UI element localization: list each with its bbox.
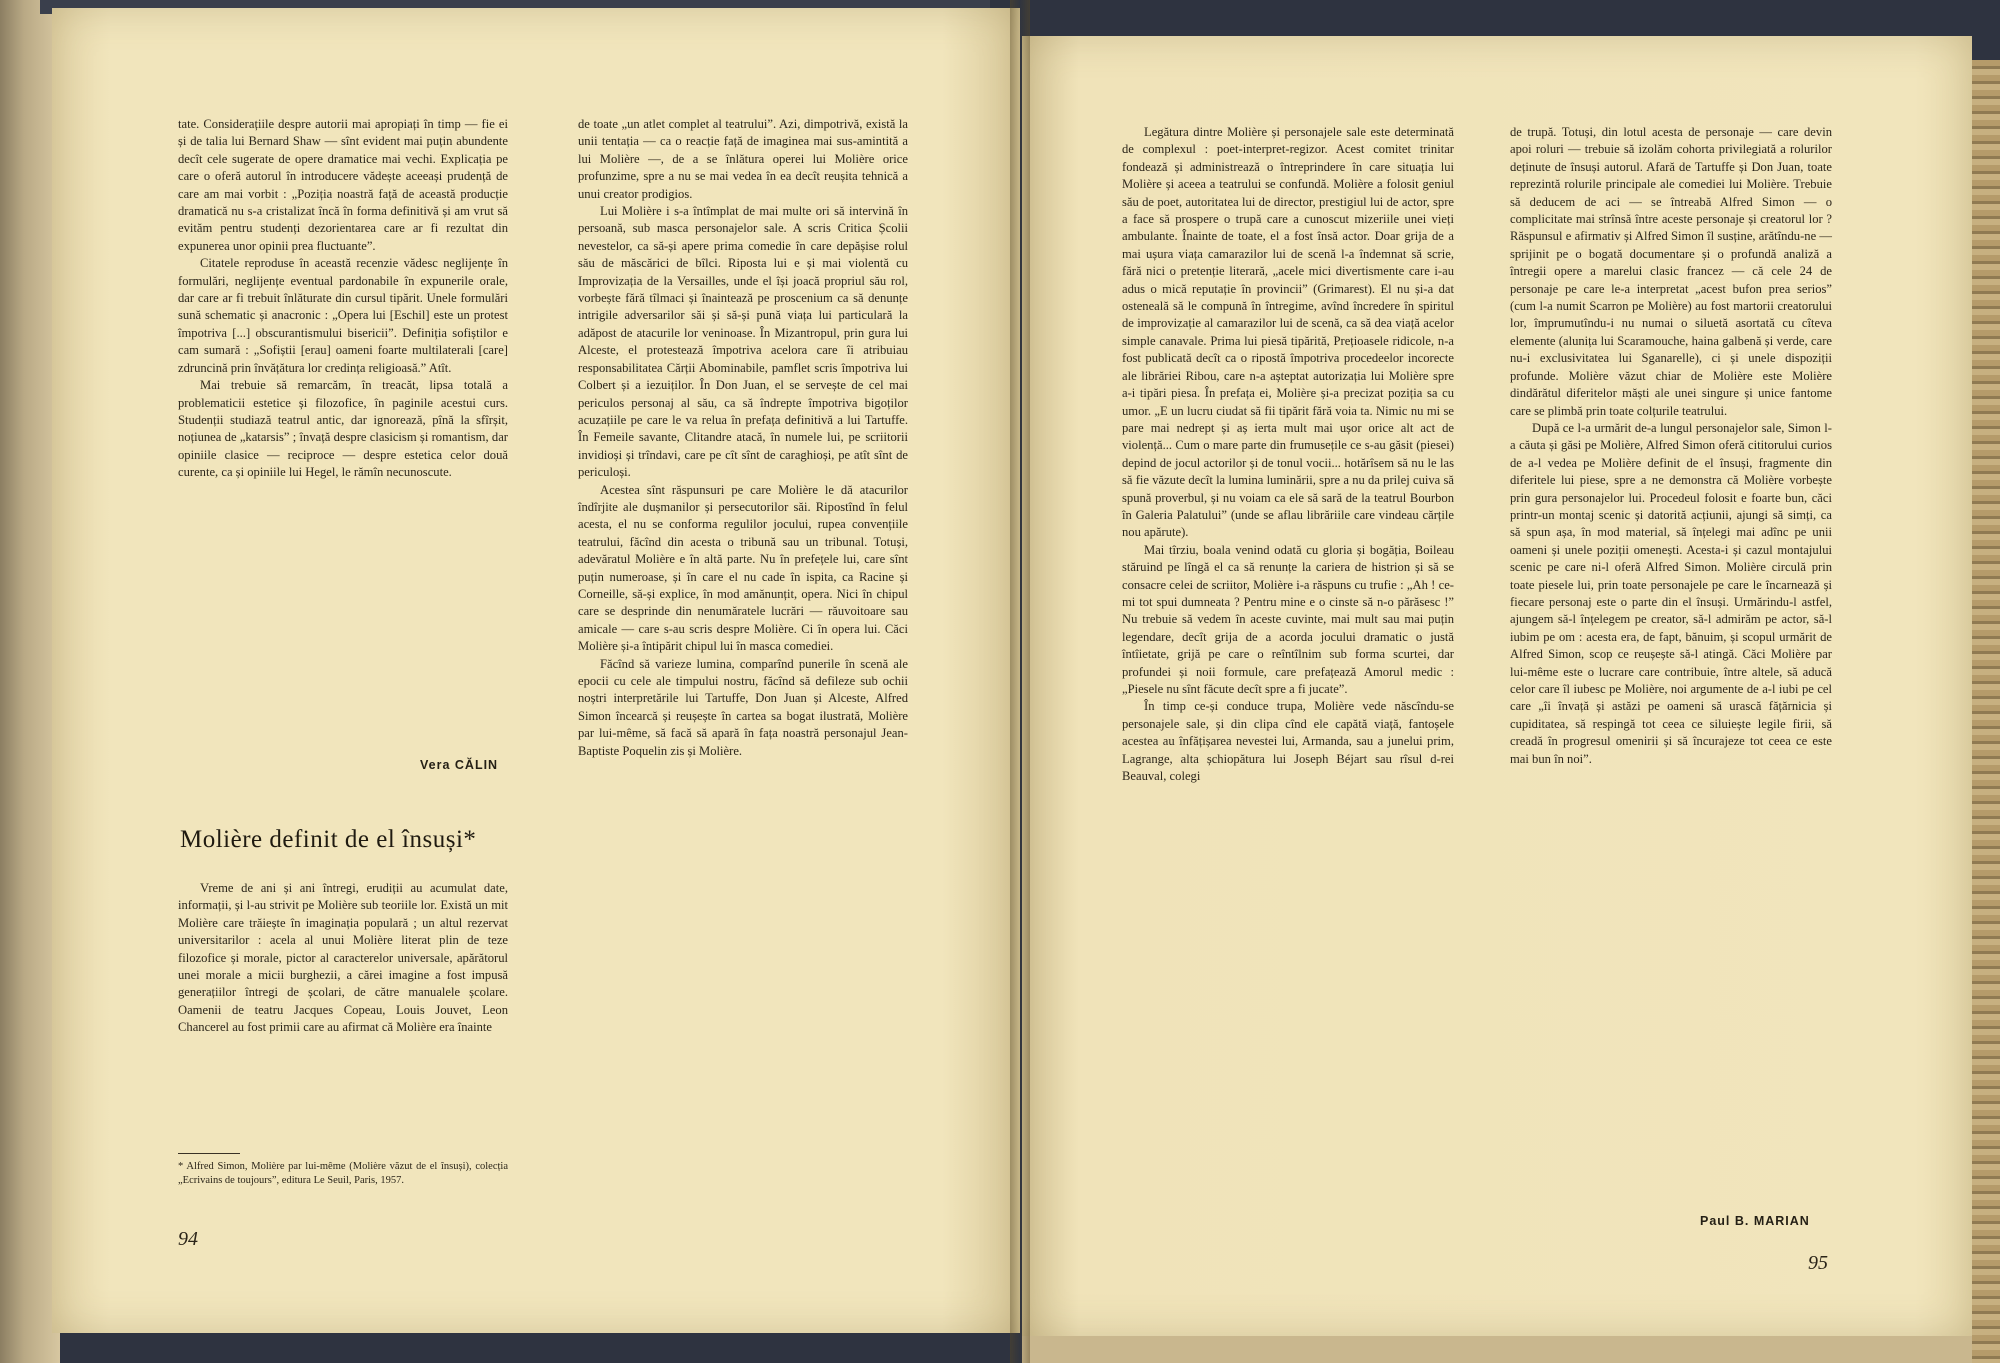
book-edge-left [0, 0, 60, 1363]
paragraph: Mai tîrziu, boala venind odată cu gloria și bogăția, Boileau stăruind pe lîngă el ca să renunțe la cariera de histrion și să se consacre celei de scriitor, Molière i-a răspuns cu trufie : „Ah ! ce-mi tot spui dumneata ? Pentru mine e o cinste să n-o părăsesc !” Nu trebuie să vedem în aceste cuvinte, mai mult sau mai puțin legendare, decît grija de a acorda jocului dramatic o justă întîietate, grijă pe care o reîntîlnim sub forma scurtei, dar profundei și noii formule, care prefațează Amorul medic : „Piesele nu sînt făcute decît spre a fi jucate”. [1122, 542, 1454, 696]
right-column-2-text [1510, 124, 1832, 768]
article-heading: Molière definit de el însuși* [180, 826, 477, 853]
book-gutter [1010, 0, 1030, 1363]
paragraph: tate. Considerațiile despre autorii mai apropiați în timp — fie ei și de talia lui Bernard Shaw — sînt evident mai puțin abundente decît cele sugerate de opere dramatice mai vechi. Explicația pe care o oferă autorul în introducere vădește aceeași prudență de care am mai vorbit : „Poziția noastră față de această producție dramatică nu s-a cristalizat încă în forma definitivă și am vrut să evităm pentru studenți dezorientarea care ar fi rezultat din expunerea unor opinii prea fluctuante”. [178, 117, 508, 253]
paragraph: Făcînd să varieze lumina, comparînd punerile în scenă ale epocii cu cele ale timpului nostru, făcînd să defileze sub ochii noștri interpretările lui Tartuffe, Don Juan și Alceste, Alfred Simon încearcă și reușește în cartea sa bogat ilustrată, Molière par lui-même, să facă să apară în fața noastră personajul Jean-Baptiste Poquelin zis și Molière. [578, 656, 908, 758]
paragraph: de trupă. Totuși, din lotul acesta de personaje — care devin apoi roluri — trebuie să izolăm cohorta privilegiată a rolurilor deținute de însuși autorul. Afară de Tartuffe și Don Juan, toate reprezintă rolurile principale ale comediei lui Molière. Trebuie să deducem de aci — se întreabă Alfred Simon — o complicitate mai strînsă între aceste personaje și creatorul lor ? Răspunsul e afirmativ și Alfred Simon îl susține, arătîndu-ne — sprijinit pe o bogată documentare și o profundă analiză a întregii opere a marelui clasic francez — că cele 24 de personaje pe care le-a interpretat „acest bufon prea serios” (cum l-a numit Scarron pe Molière) au fost martorii creatorului lor, împrumutîndu-i nu numai o siluetă asortată cu cîteva elemente (alunița lui Scaramouche, haina galbenă și verde, care nu-i exclusivitatea lui Sganarelle), ci și unele dispoziții profunde. Molière văzut chiar de Molière este Molière dindărătul diferitelor măști ale unei singure și unice fantome care se plimbă prin toate colțurile teatrului. [1510, 125, 1832, 418]
footnote-rule [178, 1153, 240, 1154]
paragraph: Mai trebuie să remarcăm, în treacăt, lipsa totală a problematicii estetice și filozofice, în paginile acestui curs. Studenții studiază teatrul antic, dar ignorează, pînă la sfîrșit, noțiunea de „katarsis” ; învață despre clasicism și romantism, dar opiniile clasice — reciproce — despre estetica celor două curente, ca și opiniile lui Hegel, le rămîn necunoscute. [178, 378, 508, 480]
left-column-1-article [178, 880, 508, 1037]
paragraph: Acestea sînt răspunsuri pe care Molière le dă atacurilor îndîrjite ale dușmanilor și persecutorilor săi. Ripostînd în felul acesta, el nu se conforma regulilor jocului, rupea convențiile teatrului, făcînd din acesta o tribună sau un tribunal. Totuși, adevăratul Molière e în altă parte. Nu în prefețele lui, care sînt puțin numeroase, și în care el nu cade în ispita, ca Racine și Corneille, să-și explice, în mod amănunțit, opera. Nici în chipul care se desprinde din nenumăratele lucrări — răuvoitoare sau amicale — care s-au scris despre Molière. Ci în opera lui. Căci Molière și-a întipărit chipul lui în masca comediei. [578, 482, 908, 654]
left-column-2-text [578, 116, 908, 760]
footnote: * Alfred Simon, Molière par lui-même (Molière văzut de el însuși), colecția „Ecrivains de toujours”, editura Le Seuil, Paris, 1957. [178, 1161, 508, 1186]
left-column-1-text [178, 116, 508, 482]
paragraph: În timp ce-și conduce trupa, Molière vede născîndu-se personajele sale, și din clipa cînd ele capătă viață, fantoșele acestea au înfățișarea nevestei lui, Armanda, sau a junelui prim, Lagrange, alta șchiopătura lui Joseph Béjart sau rîsul d-rei Beauval, colegi [1122, 699, 1454, 784]
paragraph: Legătura dintre Molière și personajele sale este determinată de complexul : poet-interpret-regizor. Acest comitet trinitar fondează și administrează o întreprindere în care situația lui Molière și aceea a teatrului se confundă. Molière a folosit geniul său de poet, autoritatea lui de director, prestigiul lui de actor, spre a face să prospere o trupă care a cunoscut mizeriile unei vieți ambulante. Înainte de toate, el a fost însă actor. Doar grija de a mai ușura viața camarazilor lui de scenă l-a îndemnat să scrie, fără nici o pretenție literară, „acele mici divertismente care i-au adus o mică reputație în provincii” (Grimarest). El nu și-a dat osteneală să le compună în întregime, avînd încredere în spiritul de improvizație al camarazilor lui de scenă, ca să dea viață acelor simple canavale. Prima lui piesă tipărită, Prețioasele ridicole, n-a fost publicată decît ca o ripostă împotriva procedeelor incorecte ale librăriei Ribou, care n-a așteptat autorizația lui Molière spre a-i tipări piesa. În prefața ei, Molière și-a precizat poziția sa cu umor. „E un lucru ciudat să fii tipărit fără voia ta. Nimic nu mi se pare mai nedrept și aș ierta mult mai ușor orice alt act de violență... Cum o mare parte din frumusețile ce s-au găsit (piesei) depind de jocul actorilor și de tonul vocii... hotărîsem să nu le las să fie văzute decît la lumina luminării, spre a nu da prilej cuiva să spună proverbul, și nu voiam ca ele să sară de la teatrul Bourbon în Galeria Palatului” (unde se aflau librăriile care vindeau cărțile nou apărute). [1122, 125, 1454, 540]
right-column-1-text [1122, 124, 1454, 785]
page-number-left: 94 [178, 1228, 198, 1250]
paragraph: Citatele reproduse în această recenzie vădesc neglijențe în formulări, neglijențe eventual pardonabile în expunerile orale, dar care ar fi trebuit înlăturate din cursul tipărit. Unele formulări sună schematic și anacronic : „Opera lui [Eschil] este un protest împotriva [...] obscurantismului bisericii”. Definiția sofiștilor e cam sumară : „Sofiștii [erau] oameni foarte multilaterali [care] zdruncină prin învățătura lor credința religioasă.” Atît. [178, 256, 508, 375]
paragraph: După ce l-a urmărit de-a lungul personajelor sale, Simon l-a căuta și găsi pe Molière, Alfred Simon oferă cititorului curios de a-l vedea pe Molière definit de el însuși, fragmente din diferitele lui piese, spre a ne demonstra că Molière vorbește prin gura personajelor lui. Procedeul folosit e foarte bun, căci printr-un montaj scenic și datorită acțiunii, ajungi să simți, ca să spun așa, în mod material, să înțelegi mai adînc pe unii oameni și unele poziții omenești. Acesta-i și cazul montajului scenic pe care ni-l oferă Alfred Simon. Molière circulă prin toate piesele lui, prin toate personajele pe care le încarnează și fiecare personaj este o parte din el însuși. Urmărindu-l astfel, ajungem să-l înțelegem pe creator, să-l admirăm pe actor, să-l iubim pe om : acesta era, de fapt, bănuim, și scopul urmărit de Alfred Simon, scop ce reușește să-l atingă. Căci Molière par lui-même este o lucrare care contribuie, între altele, să aducă celor care îl iubesc pe Molière, noi argumente de a-l iubi pe cel care „îi învață și astăzi pe oameni să urască fățărnicia și cupiditatea, să respingă tot ceea ce siluiește legile firii, să creadă în progresul omenirii și să încurajeze tot ceea ce este mai bun în noi”. [1510, 420, 1832, 766]
paragraph: Lui Molière i s-a întîmplat de mai multe ori să intervină în persoană, sub masca personajelor sale. A scris Critica Școlii nevestelor, ca să-și apere prima comedie în care depășise rolul său de măscărici de bîlci. Riposta lui e și mai violentă cu Improvizația de la Versailles, unde el își joacă propriul său rol, vorbește fără tîlmaci și înaintează pe proscenium ca să denunțe intrigile adversarilor săi și să-și pună viața lui particulară la adăpost de atacurile lor veninoase. În Mizantropul, prin gura lui Alceste, el protestează împotriva acelora care îi atribuiau responsabilitatea Cărții Abominabile, pamflet scris împotriva lui Colbert și a iezuiților. În Don Juan, el se servește de cel mai periculos personaj al său, ca să îndrepte împotriva bigoților acuzațiile pe care le va relua în prefața definitivă a lui Tartuffe. În Femeile savante, Clitandre atacă, în numele lui, pe scriitorii invidioși și trîndavi, care pe cît sînt de caraghioși, pe atît sînt de periculoși. [578, 204, 908, 480]
book-edge-right [1972, 60, 2000, 1363]
page-number-right: 95 [1808, 1252, 1828, 1274]
signature-paul-b-marian: Paul B. MARIAN [1700, 1214, 1810, 1228]
paragraph: de toate „un atlet complet al teatrului”. Azi, dimpotrivă, există la unii tentația — ca o reacție față de imaginea mai sus-amintită a lui Molière —, de a se înlătura operei lui Molière orice profunzime, spre a nu se mai vedea în ea decît reușita tehnică a unui creator prodigios. [578, 117, 908, 201]
book-bottom-edge [1022, 1336, 1972, 1363]
paragraph: Vreme de ani și ani întregi, erudiții au acumulat date, informații, și l-au strivit pe Molière sub teoriile lor. Există un mit Molière care trăiește în imaginația populară ; un altul rezervat universitarilor : acela al unui Molière literat plin de teze filozofice și morale, pictor al caracterelor universale, apărătorul unei morale a micii burghezii, a cărei imagine a fost impusă generațiilor întregi de școlari, de către manualele școlare. Oamenii de teatru Jacques Copeau, Louis Jouvet, Leon Chancerel au fost primii care au afirmat că Molière era înainte [178, 881, 508, 1035]
signature-vera-calin: Vera CĂLIN [420, 758, 499, 772]
